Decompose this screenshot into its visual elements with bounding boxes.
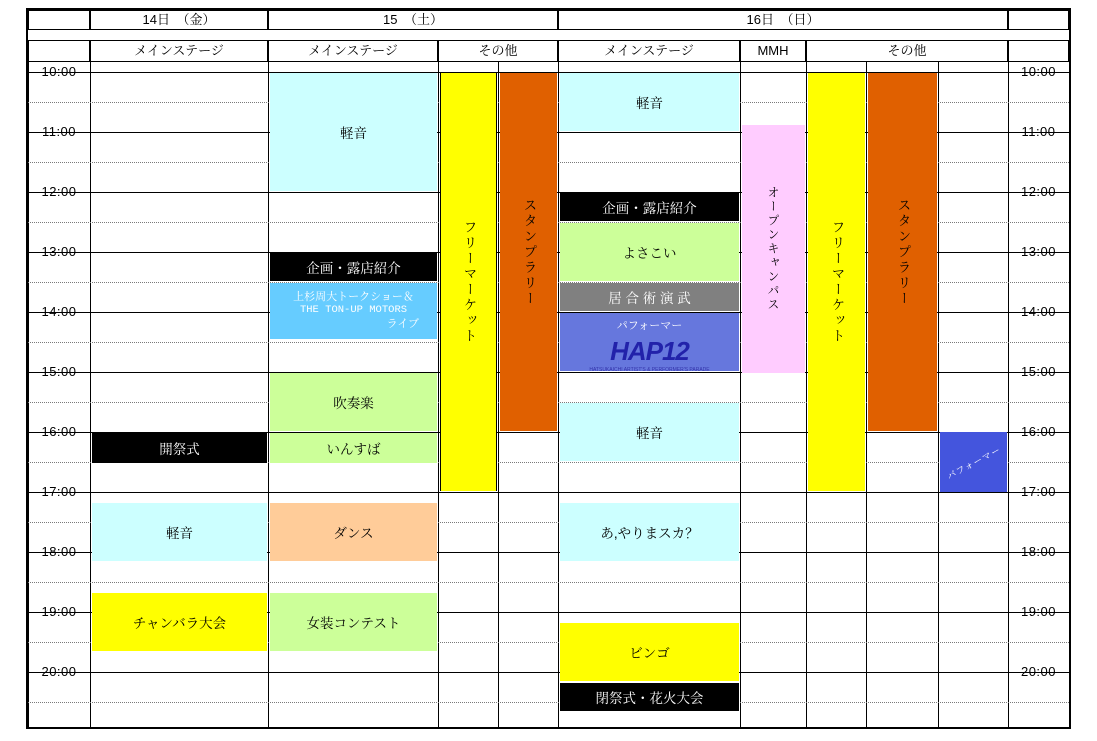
time-label-left-20 (28, 662, 90, 682)
time-left-16-text: 16:00 (41, 423, 77, 439)
header-col-fri-main (90, 40, 268, 62)
time-label-right-16 (1008, 422, 1069, 442)
event-sun-open-campus-label: オープンキャンパス (766, 186, 780, 312)
event-sun-iaijutsu[interactable] (560, 283, 739, 311)
header-col-sat-other (438, 40, 558, 62)
time-label-right-13 (1008, 242, 1069, 262)
time-left-10-text: 10:00 (41, 63, 77, 79)
time-label-left-13 (28, 242, 90, 262)
header-col-sun-other (806, 40, 1008, 62)
time-label-left-15 (28, 362, 90, 382)
time-right-20-text: 20:00 (1020, 663, 1057, 679)
time-left-17-text: 17:00 (41, 483, 77, 499)
header-day-sat (268, 10, 558, 30)
time-left-15-text: 15:00 (41, 363, 77, 379)
time-label-left-19 (28, 602, 90, 622)
event-sun-keion-pm[interactable] (560, 403, 739, 461)
event-sat-kikaku[interactable] (270, 253, 437, 281)
time-label-right-19 (1008, 602, 1069, 622)
event-sat-insuba[interactable] (270, 433, 437, 463)
event-sat-stamp-rally[interactable] (500, 73, 557, 431)
time-right-10-text: 10:00 (1020, 63, 1057, 79)
header-corner-left (28, 10, 90, 30)
hap12-logo-text: HAP12 (610, 335, 689, 366)
time-label-right-12 (1008, 182, 1069, 202)
event-sat-talkshow-line2: THE TON-UP MOTORS (299, 304, 408, 317)
header-corner-right (1008, 10, 1069, 30)
hap12-logo-sub: HATSUKAICHI ARTIST'S & PERFORMER'S PARADE (589, 366, 710, 373)
time-right-16-text: 16:00 (1020, 423, 1057, 439)
time-left-18-text: 18:00 (41, 543, 77, 559)
header-day-sun (558, 10, 1008, 30)
header-col-fri-main-label: メインステージ (134, 42, 224, 58)
dotline-2030 (28, 702, 1069, 703)
event-sun-kikaku[interactable] (560, 193, 739, 221)
time-label-right-15 (1008, 362, 1069, 382)
event-sat-free-market[interactable] (440, 73, 497, 491)
event-sat-talkshow-line1: 上杉周大トークショー＆ (293, 290, 414, 303)
event-sat-insuba-label: いんすば (326, 442, 381, 457)
event-sat-josou-contest-label: 女装コンテスト (306, 616, 401, 631)
event-sun-heisai[interactable] (560, 683, 739, 711)
event-sun-keion-am-label: 軽音 (636, 96, 663, 111)
time-left-11-text: 11:00 (41, 123, 77, 139)
event-sat-dance[interactable] (270, 503, 437, 561)
event-sat-talkshow[interactable] (270, 283, 437, 339)
time-right-13-text: 13:00 (1020, 243, 1057, 259)
header-day-sat-label: 15 （土） (383, 11, 443, 27)
time-label-right-20 (1008, 662, 1069, 682)
time-right-12-text: 12:00 (1020, 183, 1057, 199)
event-fri-kaisaishiki[interactable] (92, 433, 267, 463)
time-left-14-text: 14:00 (41, 303, 77, 319)
event-sun-yarimasuka[interactable] (560, 503, 739, 561)
header-col-sat-main-label: メインステージ (308, 42, 398, 58)
time-right-14-text: 14:00 (1020, 303, 1057, 319)
time-right-11-text: 11:00 (1021, 123, 1056, 139)
hline-20 (28, 672, 1069, 673)
event-sat-stamp-rally-label: スタンプラリー (521, 197, 537, 307)
time-left-13-text: 13:00 (41, 243, 77, 259)
time-right-15-text: 15:00 (1020, 363, 1057, 379)
event-sun-open-campus[interactable] (742, 125, 805, 373)
time-right-19-text: 19:00 (1020, 603, 1057, 619)
header-col-sun-mmh-label: MMH (757, 42, 789, 58)
time-label-right-17 (1008, 482, 1069, 502)
time-label-left-12 (28, 182, 90, 202)
event-sat-talkshow-line3: ライブ (386, 317, 419, 330)
header-col-sat-main (268, 40, 438, 62)
time-label-left-17 (28, 482, 90, 502)
event-sat-keion[interactable] (270, 73, 437, 191)
time-label-right-11 (1008, 122, 1069, 142)
event-sat-dance-label: ダンス (333, 526, 374, 541)
event-sun-yosakoi[interactable] (560, 223, 739, 281)
event-sun-iaijutsu-label: 居 合 術 演 武 (608, 291, 691, 306)
event-sat-suisougaku-label: 吹奏楽 (333, 396, 374, 411)
event-sun-keion-pm-label: 軽音 (636, 426, 663, 441)
header-col-sat-other-label: その他 (478, 42, 518, 58)
event-fri-chambara-label: チャンバラ大会 (132, 616, 227, 631)
header-col-sun-mmh (740, 40, 806, 62)
time-label-left-18 (28, 542, 90, 562)
event-sun-performer-label: パフォーマー (616, 320, 683, 332)
event-sun-heisai-label: 閉祭式・花火大会 (595, 691, 704, 706)
time-label-right-18 (1008, 542, 1069, 562)
event-fri-keion[interactable] (92, 503, 267, 561)
event-sun-yarimasuka-label: あ,やりまスカ？ (600, 526, 699, 541)
event-sun-bingo[interactable] (560, 623, 739, 681)
event-sat-kikaku-label: 企画・露店紹介 (306, 261, 401, 276)
event-sat-josou-contest[interactable] (270, 593, 437, 651)
header-col-sun-main (558, 40, 740, 62)
header-day-fri-label: 14日 （金） (142, 11, 216, 27)
event-fri-keion-label: 軽音 (166, 526, 193, 541)
event-sun-bingo-label: ビンゴ (629, 646, 670, 661)
header-col-sun-main-label: メインステージ (604, 42, 694, 58)
event-sun-stamp-rally-label: スタンプラリー (895, 197, 911, 307)
header-time-right (1008, 40, 1069, 62)
event-sun-kikaku-label: 企画・露店紹介 (602, 201, 697, 216)
event-sat-free-market-label: フリーマーケット (461, 220, 477, 344)
event-sun-keion-am[interactable] (560, 73, 739, 131)
header-time-left (28, 40, 90, 62)
event-sat-keion-label: 軽音 (340, 126, 367, 141)
time-label-left-14 (28, 302, 90, 322)
header-col-sun-other-label: その他 (887, 42, 927, 58)
header-day-sun-label: 16日 （日） (746, 11, 820, 27)
event-fri-chambara[interactable] (92, 593, 267, 651)
event-sun-performer2[interactable] (940, 432, 1007, 492)
event-sun-stamp-rally[interactable] (868, 73, 937, 431)
time-label-left-11 (28, 122, 90, 142)
event-sun-performer[interactable] (560, 313, 739, 337)
hline-17 (28, 492, 1069, 493)
time-label-left-16 (28, 422, 90, 442)
event-sun-free-market-label: フリーマーケット (829, 220, 845, 344)
time-right-18-text: 18:00 (1020, 543, 1057, 559)
time-left-19-text: 19:00 (41, 603, 77, 619)
time-label-right-14 (1008, 302, 1069, 322)
dotline-1830 (28, 582, 1069, 583)
event-sun-performer2-label: パフォーマー (945, 444, 1003, 481)
event-sun-yosakoi-label: よさこい (622, 246, 677, 261)
time-label-right-10 (1008, 62, 1069, 82)
event-sat-suisougaku[interactable] (270, 373, 437, 431)
time-left-12-text: 12:00 (41, 183, 77, 199)
time-left-20-text: 20:00 (41, 663, 77, 679)
header-day-fri (90, 10, 268, 30)
event-sun-hap12[interactable] (560, 337, 739, 371)
event-sun-free-market[interactable] (808, 73, 865, 491)
event-fri-kaisaishiki-label: 開祭式 (159, 442, 200, 457)
hap12-logo (589, 336, 709, 373)
time-right-17-text: 17:00 (1020, 483, 1057, 499)
time-label-left-10 (28, 62, 90, 82)
